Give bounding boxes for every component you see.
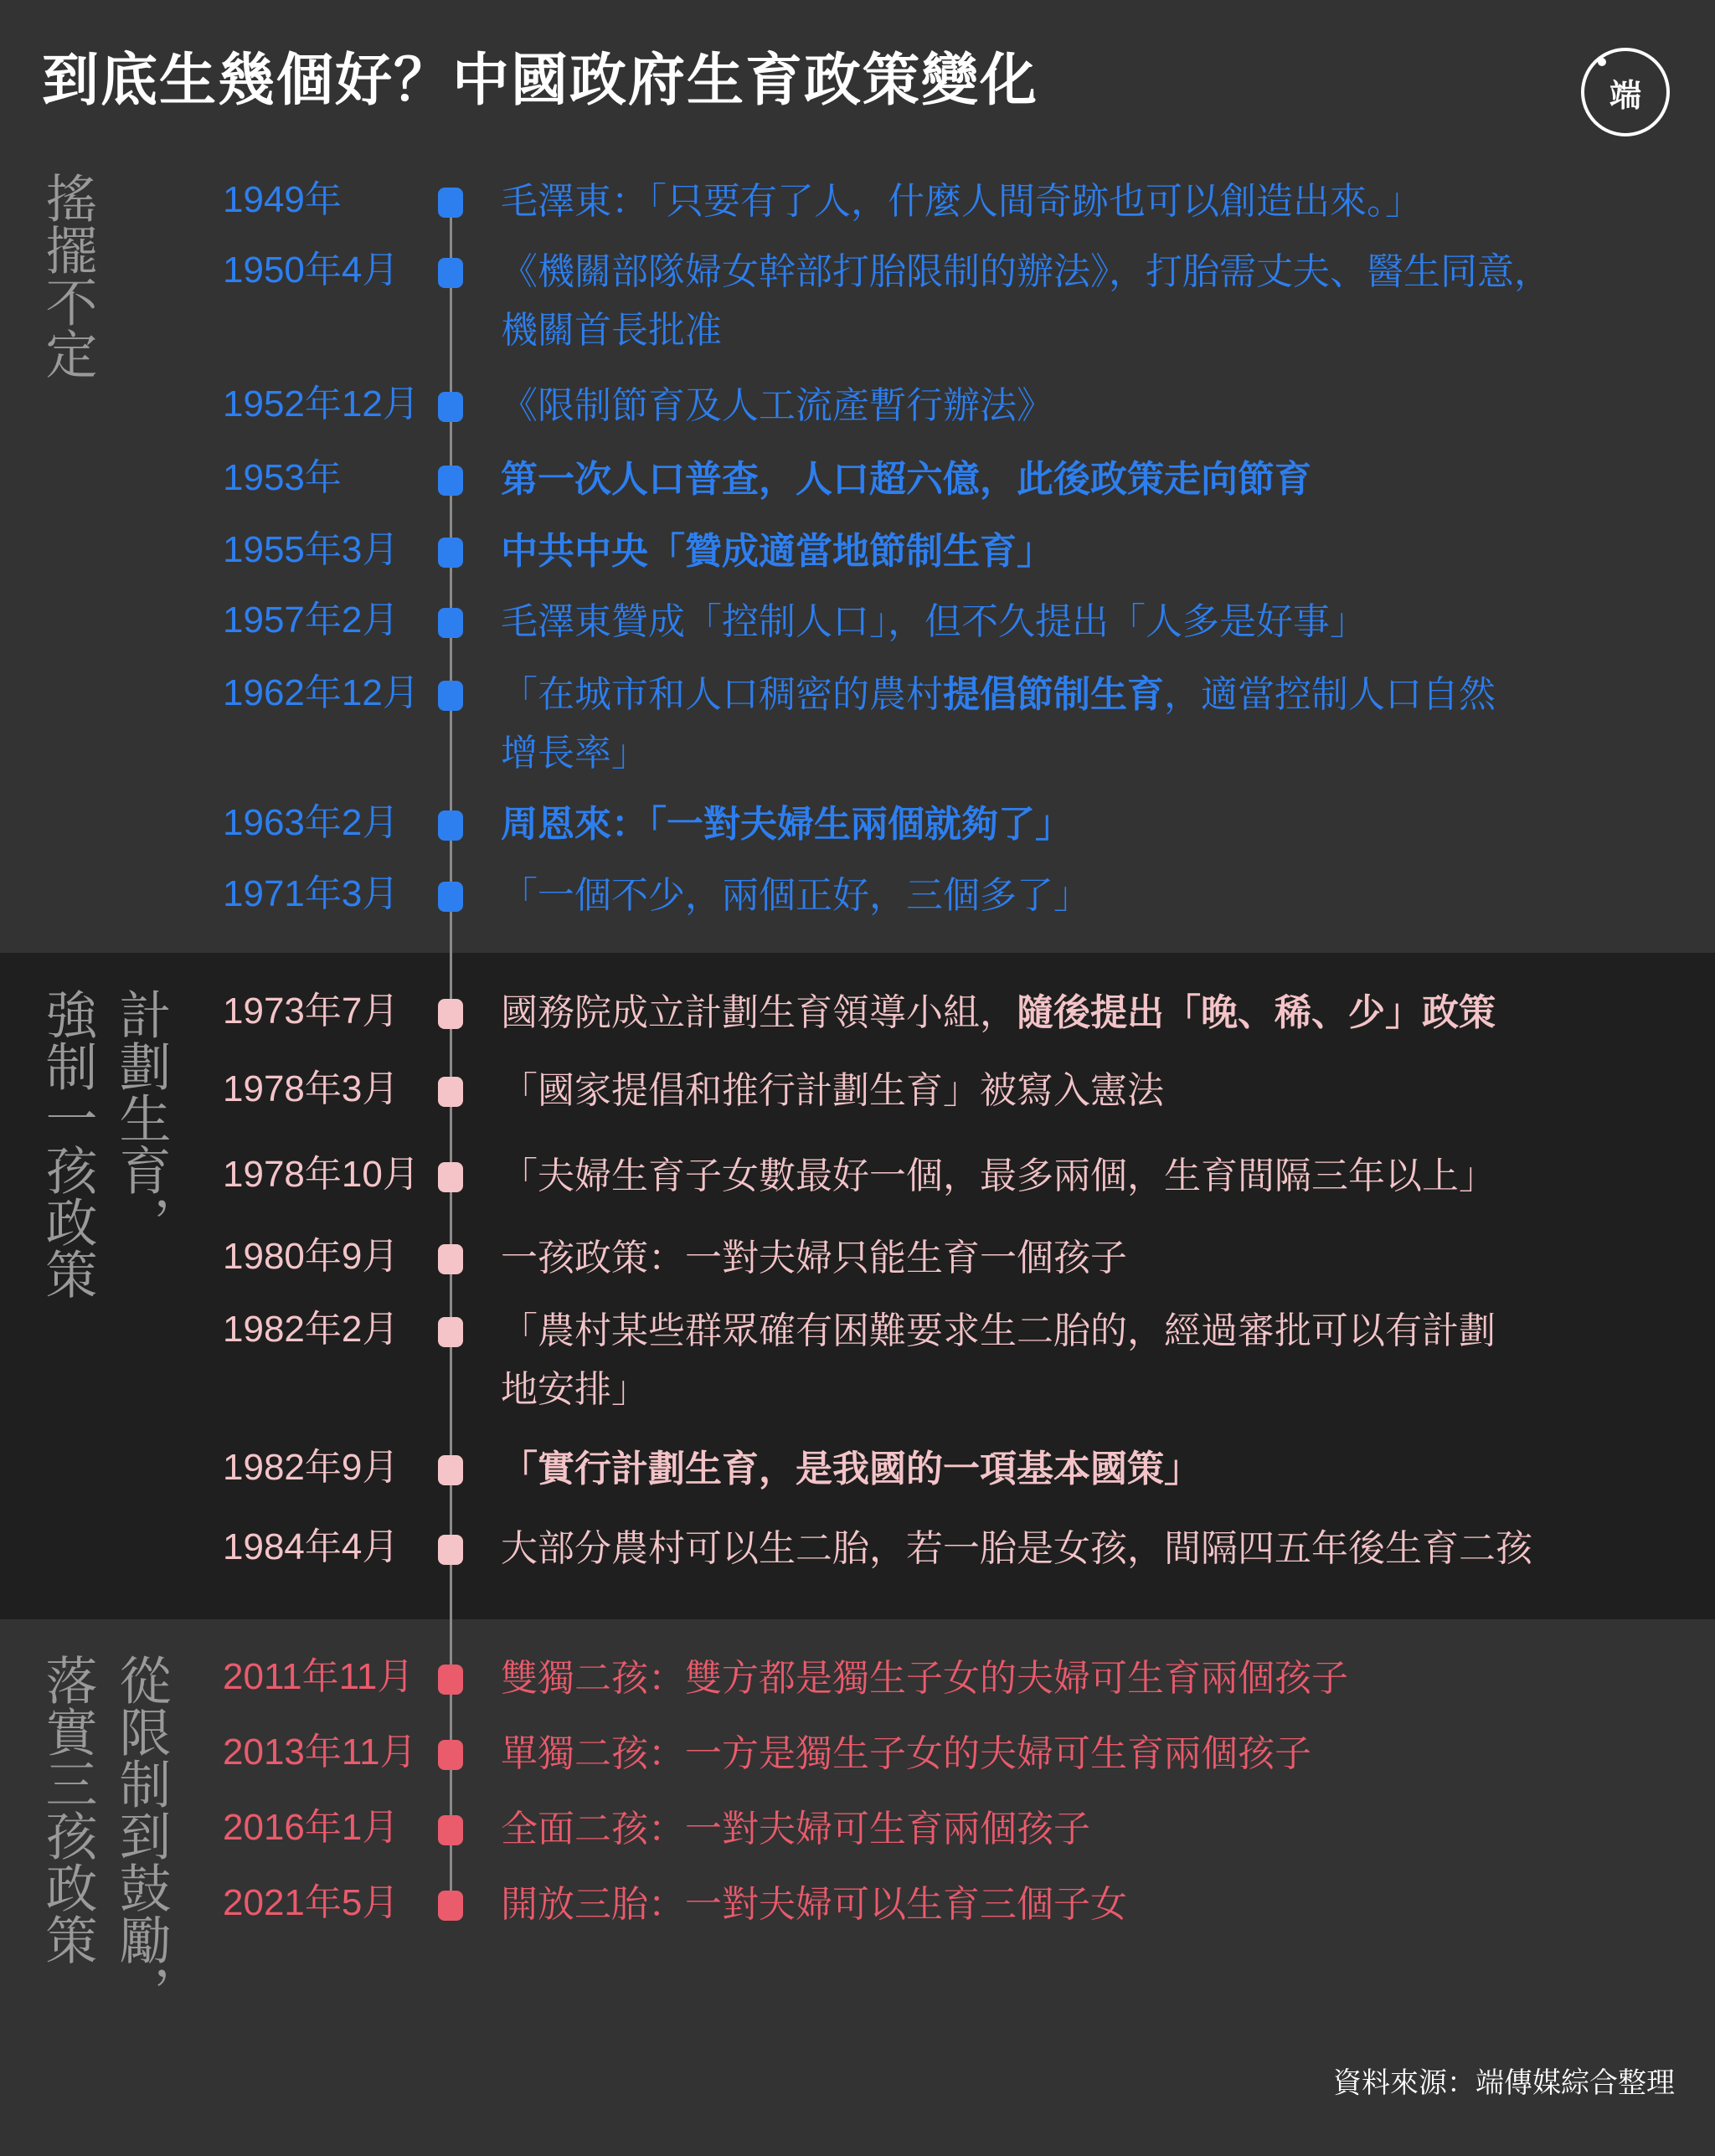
event-description [501, 593, 1690, 651]
event-date: 1971年3月 [223, 873, 399, 914]
event-text: 雙獨二孩：雙方都是獨生子女的夫婦可生育兩個孩子 [501, 1657, 1348, 1700]
event-date: 2016年1月 [223, 1807, 399, 1848]
timeline-marker [438, 1455, 463, 1485]
event-date: 1950年4月 [223, 250, 399, 291]
event-line [501, 724, 1690, 783]
page-title: 到底生幾個好？中國政府生育政策變化 [42, 48, 1039, 114]
event-description [501, 795, 1690, 854]
event-description [501, 522, 1690, 581]
event-text: 「國家提倡和推行計劃生育」被寫入憲法 [501, 1069, 1164, 1112]
timeline-marker [438, 1891, 463, 1921]
event-description [501, 1302, 1690, 1419]
section-label-swinging: 搖擺不定 [37, 172, 98, 379]
timeline-marker [438, 258, 463, 288]
event-line [501, 666, 1690, 724]
event-text-bold: 中共中央「贊成適當地節制生育」 [501, 530, 1053, 573]
timeline-marker [438, 608, 463, 638]
event-description [501, 1800, 1690, 1859]
event-date: 1957年2月 [223, 599, 399, 641]
event-line [501, 243, 1690, 301]
event-text: 「一個不少，兩個正好，三個多了」 [501, 874, 1090, 917]
timeline-marker [438, 1535, 463, 1565]
event-text: 「在城市和人口稠密的農村 [501, 673, 943, 716]
event-text-bold: 周恩來：「一對夫婦生兩個就夠了」 [501, 803, 1072, 846]
timeline-marker [438, 538, 463, 568]
event-description [501, 172, 1690, 231]
section-label-restrict-to-encourage: 從限制到鼓勵， [111, 1654, 172, 2017]
event-date: 1955年3月 [223, 529, 399, 570]
event-date: 1984年4月 [223, 1526, 399, 1567]
event-line [501, 1800, 1690, 1859]
event-description [501, 1520, 1690, 1578]
timeline-marker [438, 1815, 463, 1845]
event-description [501, 984, 1690, 1042]
timeline-marker [438, 1317, 463, 1347]
event-text: 機關首長批准 [501, 309, 722, 352]
event-text: 「農村某些群眾確有困難要求生二胎的，經過審批可以有計劃 [501, 1310, 1496, 1352]
event-description [501, 1229, 1690, 1288]
event-description [501, 1725, 1690, 1783]
event-text: 《機關部隊婦女幹部打胎限制的辦法》，打胎需丈夫、醫生同意， [501, 250, 1551, 293]
event-date: 1973年7月 [223, 991, 399, 1032]
event-line [501, 172, 1690, 231]
event-description [501, 1440, 1690, 1499]
section-label-one-child: 強制一孩政策 [37, 988, 98, 1299]
event-date: 2011年11月 [223, 1656, 415, 1697]
timeline-marker [438, 810, 463, 841]
event-description [501, 243, 1690, 360]
event-date: 1953年 [223, 457, 342, 498]
event-date: 1982年2月 [223, 1309, 399, 1350]
event-text: ，適當控制人口自然 [1164, 673, 1496, 716]
event-line [501, 1147, 1690, 1206]
event-line [501, 1520, 1690, 1578]
event-description [501, 1649, 1690, 1708]
timeline-marker [438, 1077, 463, 1107]
event-line [501, 984, 1690, 1042]
event-line [501, 1302, 1690, 1361]
timeline-axis [450, 188, 452, 1901]
event-line [501, 301, 1690, 360]
event-line [501, 1649, 1690, 1708]
event-date: 2021年5月 [223, 1882, 399, 1923]
event-date: 2013年11月 [223, 1731, 417, 1773]
event-description [501, 1062, 1690, 1120]
logo [1581, 48, 1670, 136]
event-text-bold: 「實行計劃生育，是我國的一項基本國策」 [501, 1448, 1201, 1490]
event-line [501, 867, 1690, 925]
section-label-three-child: 落實三孩政策 [37, 1654, 98, 1965]
timeline-marker [438, 999, 463, 1029]
event-line [501, 377, 1690, 435]
event-text-bold: 隨後提出「晚、稀、少」政策 [1017, 991, 1496, 1034]
event-text: 地安排」 [501, 1368, 648, 1411]
event-text: 一孩政策：一對夫婦只能生育一個孩子 [501, 1237, 1127, 1279]
event-description [501, 666, 1690, 783]
event-line [501, 1062, 1690, 1120]
event-line [501, 1361, 1690, 1419]
event-date: 1949年 [223, 179, 342, 220]
event-description [501, 377, 1690, 435]
event-description [501, 450, 1690, 509]
timeline-marker [438, 1740, 463, 1770]
event-text: 《限制節育及人工流產暫行辦法》 [501, 384, 1053, 427]
event-date: 1952年12月 [223, 383, 420, 425]
timeline-marker [438, 1162, 463, 1192]
event-text: 大部分農村可以生二胎，若一胎是女孩，間隔四五年後生育二孩 [501, 1527, 1532, 1570]
event-date: 1982年9月 [223, 1447, 399, 1488]
event-text: 開放三胎：一對夫婦可以生育三個子女 [501, 1883, 1127, 1926]
logo-text: 端 [1609, 76, 1641, 114]
event-line [501, 1440, 1690, 1499]
event-text: 全面二孩：一對夫婦可生育兩個孩子 [501, 1808, 1090, 1850]
event-line [501, 795, 1690, 854]
event-text: 毛澤東贊成「控制人口」，但不久提出「人多是好事」 [501, 600, 1367, 643]
event-description [501, 1147, 1690, 1206]
logo-dot-icon [1598, 58, 1606, 66]
event-description [501, 867, 1690, 925]
event-description [501, 1876, 1690, 1934]
event-text: 增長率」 [501, 732, 648, 774]
event-text: 國務院成立計劃生育領導小組， [501, 991, 1017, 1034]
event-text: 單獨二孩：一方是獨生子女的夫婦可生育兩個孩子 [501, 1732, 1311, 1775]
event-text-bold: 第一次人口普查，人口超六億，此後政策走向節育 [501, 458, 1311, 501]
timeline-marker [438, 1665, 463, 1695]
event-date: 1978年10月 [223, 1154, 420, 1195]
timeline-marker [438, 882, 463, 912]
timeline-marker [438, 188, 463, 218]
event-date: 1980年9月 [223, 1236, 399, 1277]
event-line [501, 522, 1690, 581]
header [0, 0, 1715, 155]
timeline-marker [438, 392, 463, 422]
event-line [501, 593, 1690, 651]
timeline-marker [438, 681, 463, 711]
source-note: 資料來源：端傳媒綜合整理 [1333, 2066, 1675, 2100]
event-date: 1962年12月 [223, 672, 420, 713]
event-date: 1978年3月 [223, 1068, 399, 1109]
event-line [501, 450, 1690, 509]
timeline-marker [438, 466, 463, 496]
event-line [501, 1229, 1690, 1288]
timeline-marker [438, 1244, 463, 1274]
event-text: 「夫婦生育子女數最好一個，最多兩個，生育間隔三年以上」 [501, 1155, 1496, 1197]
section-label-planned-birth: 計劃生育， [111, 988, 172, 1248]
event-text: 毛澤東：「只要有了人，什麼人間奇跡也可以創造出來。」 [501, 180, 1422, 223]
event-line [501, 1725, 1690, 1783]
event-line [501, 1876, 1690, 1934]
event-text-bold: 提倡節制生育 [943, 673, 1164, 716]
event-date: 1963年2月 [223, 802, 399, 843]
